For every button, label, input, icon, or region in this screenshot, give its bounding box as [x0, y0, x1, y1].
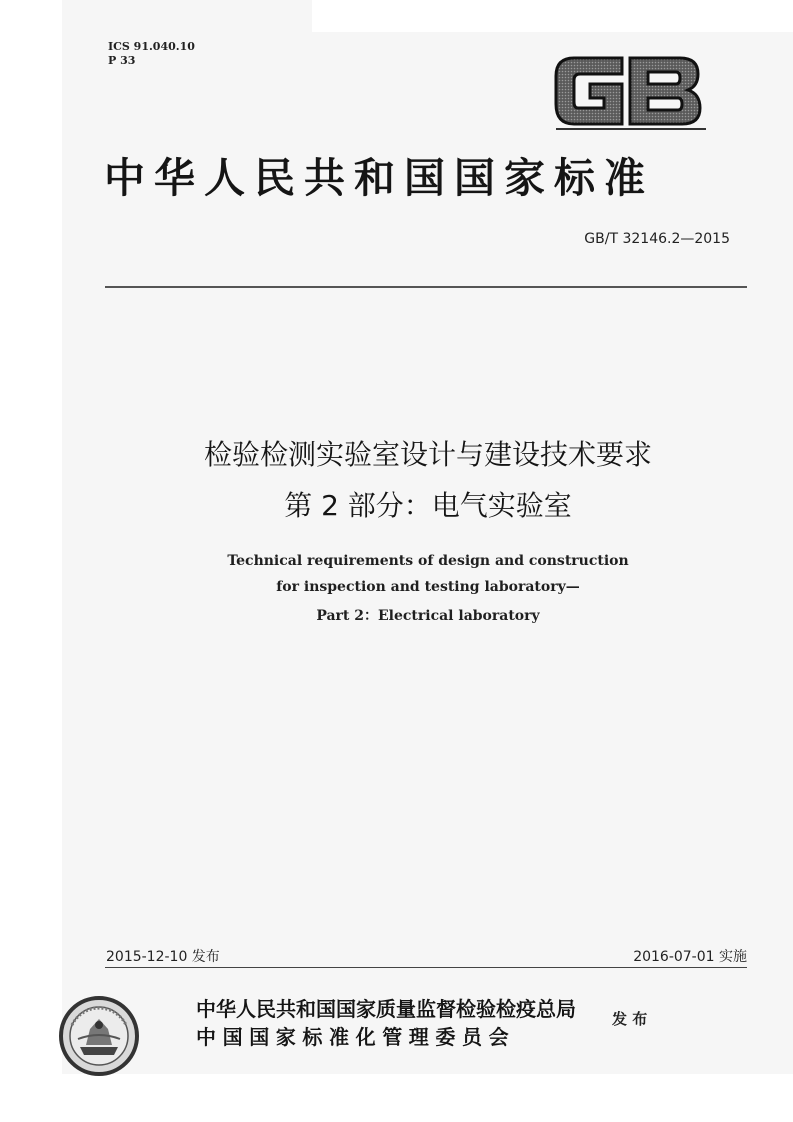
issuer-sac: 中国国家标准化管理委员会 [196, 1025, 516, 1049]
issue-date: 2015-12-10 发布 [106, 949, 220, 965]
title-zh-line-2: 第 2 部分：电气实验室 [284, 489, 572, 522]
implementation-date: 2016-07-01 实施 [633, 949, 747, 965]
standard-number: GB/T 32146.2—2015 [584, 231, 730, 247]
title-en-line-1: Technical requirements of design and construction [227, 553, 629, 569]
page-margin [312, 0, 793, 32]
national-standard-title: 中华人民共和国国家标准 [104, 154, 654, 202]
gb-logo-icon [552, 52, 704, 130]
logo-underline [556, 128, 706, 130]
classification-codes [108, 40, 195, 68]
official-seal-icon [58, 995, 140, 1077]
issue-label: 发 布 [612, 1010, 648, 1028]
ics-code: ICS 91.040.10 [108, 40, 195, 53]
bottom-divider [105, 967, 747, 968]
issuer-aqsiq: 中华人民共和国国家质量监督检验检疫总局 [196, 997, 576, 1021]
title-zh-line-1: 检验检测实验室设计与建设技术要求 [203, 438, 652, 471]
ccs-code: P 33 [108, 54, 136, 67]
title-en-line-2: for inspection and testing laboratory— [276, 579, 580, 595]
title-en-line-3: Part 2：Electrical laboratory [316, 608, 540, 624]
top-divider [105, 286, 747, 288]
